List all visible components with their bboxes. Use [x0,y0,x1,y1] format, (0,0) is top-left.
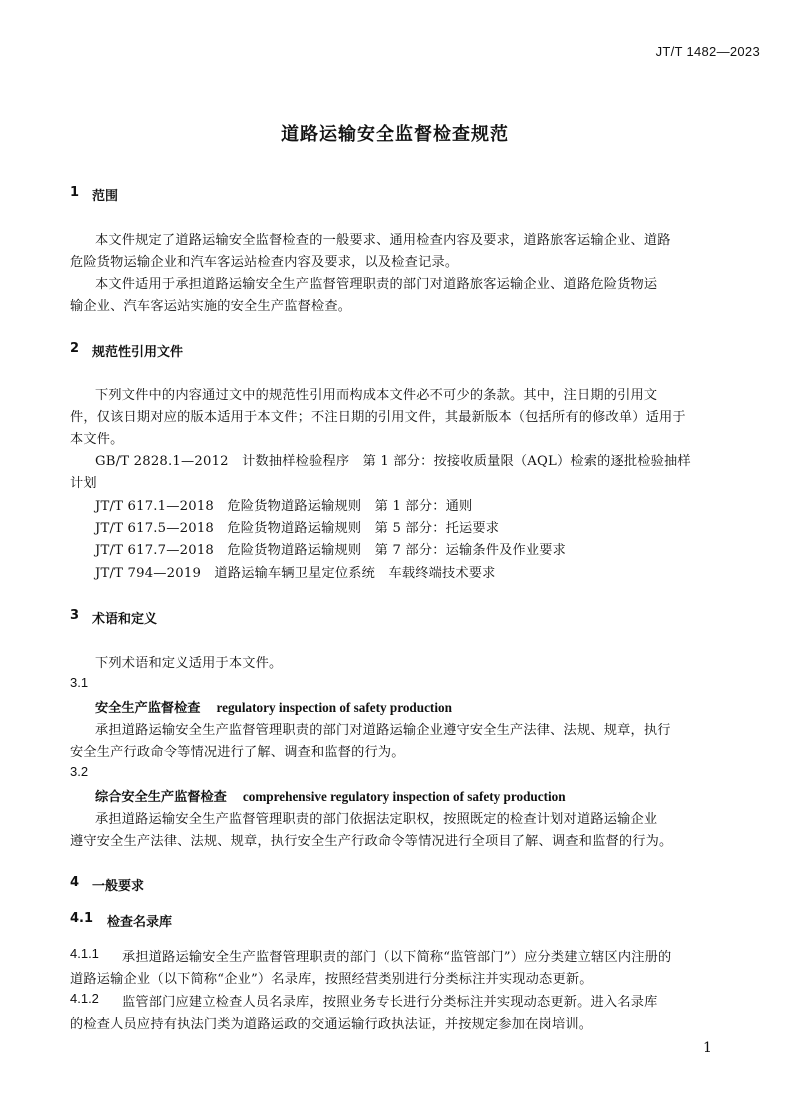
clause-4-1-2-number: 4.1.2 [70,991,99,1006]
term-3-2-number: 3.2 [70,764,89,779]
document-title: 道路运输安全监督检查规范 [281,124,509,145]
term-3-2-english: comprehensive regulatory inspection of safety production [242,789,566,804]
term-3-2-title [95,786,566,805]
paragraph-line: 承担道路运输安全生产监督管理职责的部门依据法定职权，按照既定的检查计划对道路运输企业 [95,812,658,827]
paragraph-line: 安全生产行政命令等情况进行了解、调查和监督的行为。 [70,745,405,760]
section-4-heading: 一般要求 [92,879,145,894]
section-1-heading: 范围 [92,189,119,204]
section-2-heading: 规范性引用文件 [92,345,184,360]
subsection-4-1-heading: 检查名录库 [107,915,173,930]
paragraph-line: 危险货物运输企业和汽车客运站检查内容及要求，以及检查记录。 [70,255,459,270]
reference-item: GB/T 2828.1—2012 计数抽样检验程序 第 1 部分：按接收质量限（AQL）检索的逐批检验抽样 [95,454,691,469]
section-1-number: 1 [70,185,80,200]
section-3-heading: 术语和定义 [92,612,158,627]
paragraph-line: 件，仅该日期对应的版本适用于本文件；不注日期的引用文件，其最新版本（包括所有的修改单）适用于 [70,410,686,425]
paragraph-line: 下列文件中的内容通过文中的规范性引用而构成本文件必不可少的条款。其中，注日期的引用文 [95,388,658,403]
paragraph-line: 本文件。 [70,432,124,447]
paragraph-line: 下列术语和定义适用于本文件。 [95,656,283,671]
paragraph-line: 承担道路运输安全生产监督管理职责的部门（以下简称“监管部门”）应分类建立辖区内注册的 [122,950,672,965]
section-4-number: 4 [70,875,80,890]
term-3-1-chinese: 安全生产监督检查 [95,701,201,716]
paragraph-line: 输企业、汽车客运站实施的安全生产监督检查。 [70,299,352,314]
paragraph-line: 本文件规定了道路运输安全监督检查的一般要求、通用检查内容及要求，道路旅客运输企业、道路 [95,233,671,248]
term-3-1-number: 3.1 [70,675,89,690]
section-2-number: 2 [70,341,80,356]
term-3-1-title [95,697,452,716]
subsection-4-1-number: 4.1 [70,911,94,926]
reference-item: JT/T 617.1—2018 危险货物道路运输规则 第 1 部分：通则 [95,499,473,514]
term-3-2-chinese: 综合安全生产监督检查 [95,790,227,805]
reference-item: 计划 [70,476,97,491]
reference-item: JT/T 617.7—2018 危险货物道路运输规则 第 7 部分：运输条件及作业要求 [95,543,567,558]
paragraph-line: 的检查人员应持有执法门类为道路运政的交通运输行政执法证，并按规定参加在岗培训。 [70,1017,593,1032]
section-3-number: 3 [70,608,80,623]
standard-number: JT/T 1482—2023 [655,44,760,59]
page-number: 1 [703,1040,712,1056]
reference-item: JT/T 617.5—2018 危险货物道路运输规则 第 5 部分：托运要求 [95,521,500,536]
reference-item: JT/T 794—2019 道路运输车辆卫星定位系统 车载终端技术要求 [95,566,496,581]
paragraph-line: 本文件适用于承担道路运输安全生产监督管理职责的部门对道路旅客运输企业、道路危险货物运 [95,277,658,292]
paragraph-line: 道路运输企业（以下简称“企业”）名录库，按照经营类别进行分类标注并实现动态更新。 [70,972,593,987]
paragraph-line: 承担道路运输安全生产监督管理职责的部门对道路运输企业遵守安全生产法律、法规、规章，执行 [95,723,671,738]
term-3-1-english: regulatory inspection of safety production [216,700,452,715]
paragraph-line: 监管部门应建立检查人员名录库，按照业务专长进行分类标注并实现动态更新。进入名录库 [122,995,658,1010]
clause-4-1-1-number: 4.1.1 [70,946,99,961]
paragraph-line: 遵守安全生产法律、法规、规章，执行安全生产行政命令等情况进行全项目了解、调查和监督的行为。 [70,834,673,849]
